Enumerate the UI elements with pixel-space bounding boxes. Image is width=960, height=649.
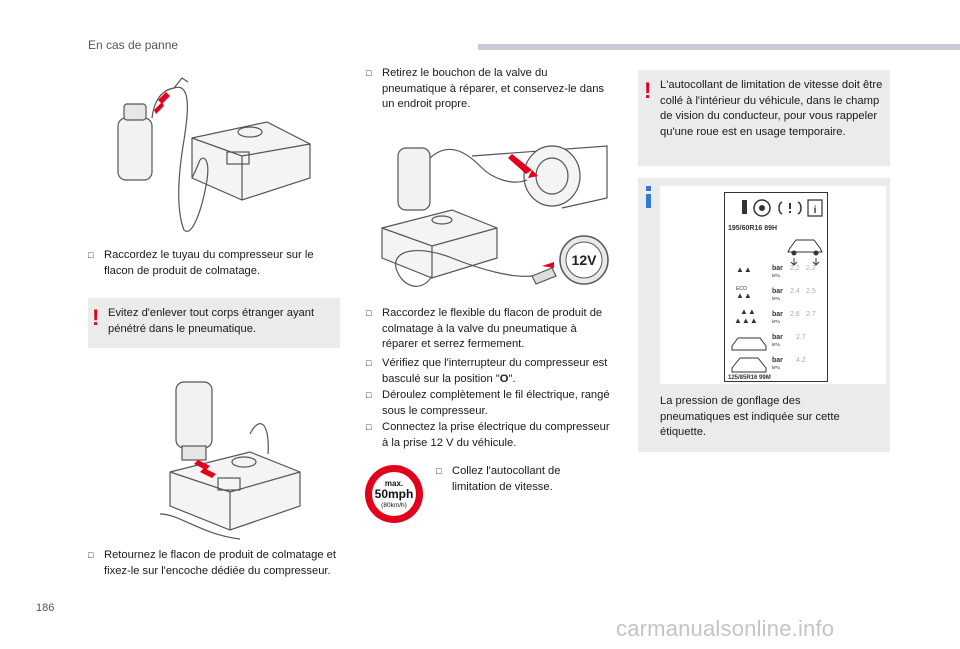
row4-unit-kpa: kPa xyxy=(772,342,780,347)
row4-unit-bar: bar xyxy=(772,334,783,341)
svg-text:▲▲: ▲▲ xyxy=(736,291,752,300)
warning-icon: ! xyxy=(92,305,100,330)
12v-label: 12V xyxy=(571,252,597,268)
bottle-on-compressor-illustration xyxy=(140,374,340,544)
step-unroll-cable: □ Déroulez complètement le fil électrique, rangé sous le compresseur. xyxy=(366,389,610,417)
row5-unit-bar: bar xyxy=(772,357,783,364)
row3-unit-bar: bar xyxy=(772,311,783,318)
checkbox-icon: □ xyxy=(366,308,372,318)
step-connect-hose: □ Raccordez le tuyau du compresseur sur le flacon de produit de colmatage. xyxy=(88,249,314,277)
row5-unit-kpa: kPa xyxy=(772,365,780,370)
checkbox-icon: □ xyxy=(366,68,372,78)
tyre-size: 195/60R16 89H xyxy=(728,225,778,232)
info-icon xyxy=(644,186,654,210)
tyre-pressure-label xyxy=(724,192,828,382)
row1-v1: 2.2 xyxy=(790,265,800,272)
svg-text:▲▲▲: ▲▲▲ xyxy=(734,316,758,325)
svg-text:i: i xyxy=(813,205,817,216)
svg-text:▲▲: ▲▲ xyxy=(736,265,752,274)
row2-v2: 2.5 xyxy=(806,288,816,295)
step-turn-bottle: □ Retournez le flacon de produit de colmatage et fixez-le sur l'encoche dédiée du compresseur. xyxy=(88,549,336,577)
warning-icon: ! xyxy=(644,78,652,103)
row2-unit-bar: bar xyxy=(772,288,783,295)
info-text: La pression de gonflage des pneumatiques est indiquée sur cette étiquette. xyxy=(660,395,840,438)
checkbox-icon: □ xyxy=(88,550,94,560)
spare-size: 125/85R16 99M xyxy=(728,375,771,381)
step-connect-flexible: □ Raccordez le flexible du flacon de produit de colmatage à la valve du pneumatique à réparer et serrez fermement. xyxy=(366,307,603,350)
row2-unit-kpa: kPa xyxy=(772,296,780,301)
eco-label: ECO xyxy=(736,286,747,292)
watermark: carmanualsonline.info xyxy=(616,616,835,641)
warning-panel-2: ! L'autocollant de limitation de vitesse doit être collé à l'intérieur du véhicule, dans le champ de vision du conducteur, pour vous rappeler qu'une roue est en usage temporaire. xyxy=(638,70,890,166)
checkbox-icon: □ xyxy=(88,250,94,260)
inflation-setup-illustration xyxy=(362,128,612,298)
row2-v1: 2.4 xyxy=(790,288,800,295)
row1-unit-bar: bar xyxy=(772,265,783,272)
row3-unit-kpa: kPa xyxy=(772,319,780,324)
checkbox-icon: □ xyxy=(366,390,372,400)
checkbox-icon: □ xyxy=(436,466,442,476)
row3-v1: 2.6 xyxy=(790,311,800,318)
sign-speed: 50mph xyxy=(374,487,414,501)
compressor-bottle-illustration xyxy=(92,60,342,240)
row3-v2: 2.7 xyxy=(806,311,816,318)
sign-kmh: (80km/h) xyxy=(381,502,407,509)
step-connect-plug: □ Connectez la prise électrique du compresseur à la prise 12 V du véhicule. xyxy=(366,421,610,449)
row5-v2: 4.2 xyxy=(796,357,806,364)
warning-panel-1: ! Evitez d'enlever tout corps étranger ayant pénétré dans le pneumatique. xyxy=(88,298,340,348)
page-header-title: En cas de panne xyxy=(88,38,179,52)
checkbox-icon: □ xyxy=(366,358,372,368)
header-bar xyxy=(478,44,960,50)
page-number: 186 xyxy=(36,602,55,614)
step-check-switch: □ Vérifiez que l'interrupteur du compresseur est basculé sur la position "O". xyxy=(366,357,608,385)
step-stick-sticker: □ Collez l'autocollant de limitation de vitesse. xyxy=(436,465,561,493)
row4-v2: 2.7 xyxy=(796,334,806,341)
step-remove-cap: □ Retirez le bouchon de la valve du pneumatique à réparer, et conservez-le dans un endroit propre. xyxy=(366,67,605,110)
sign-max: max. xyxy=(384,479,404,488)
row1-v2: 2.2 xyxy=(806,265,816,272)
checkbox-icon: □ xyxy=(366,422,372,432)
row1-unit-kpa: kPa xyxy=(772,273,780,278)
svg-text:▲▲: ▲▲ xyxy=(740,307,756,316)
speed-limit-sticker xyxy=(364,464,424,524)
